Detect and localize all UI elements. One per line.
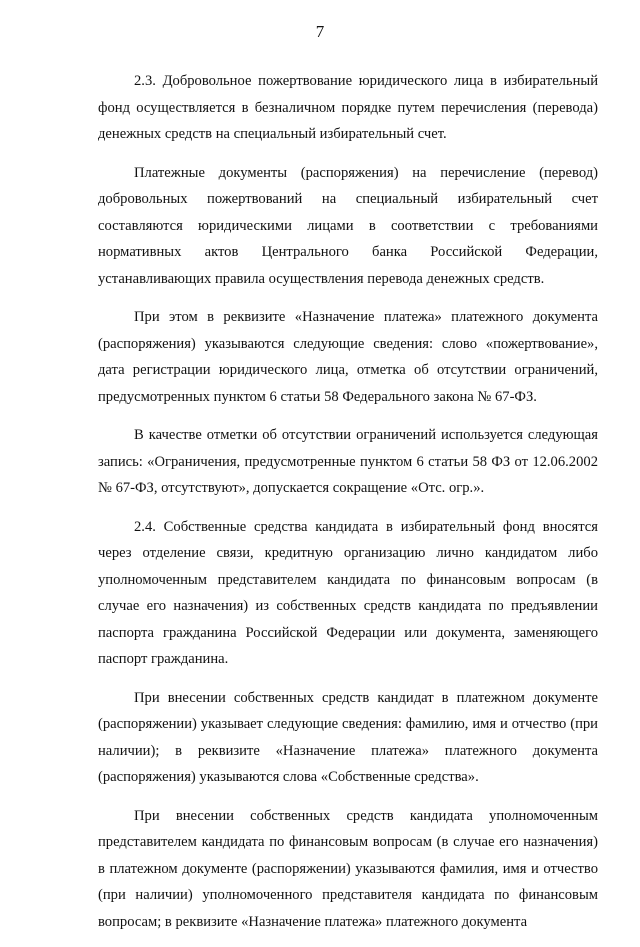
paragraph-payment-purpose: При этом в реквизите «Назначение платежа» платежного документа (распоряжения) указываются следующие сведения: слово «пожертвование», дата регистрации юридического лица, отметка об отсутствии ограничений, предусмотренных пунктом 6 статьи 58 Федерального закона № 67-ФЗ. bbox=[98, 309, 598, 405]
paragraph-representative-deposit: При внесении собственных средств кандидата уполномоченным представителем кандидата по финансовым вопросам (в случае его назначения) в платежном документе (распоряжении) указываются фамилия, имя и отчество (при наличии) уполномоченного представителя кандидата по финансовым вопросам; в реквизите «Назначение платежа» платежного документа bbox=[98, 807, 598, 930]
paragraph-restrictions-note: В качестве отметки об отсутствии ограничений используется следующая запись: «Ограничения, предусмотренные пунктом 6 статьи 58 ФЗ от 12.06.2002 № 67-ФЗ, отсутствуют», допускается сокращение «Отс. огр.». bbox=[98, 427, 598, 496]
paragraph-2-4: 2.4. Собственные средства кандидата в избирательный фонд вносятся через отделение связи, кредитную организацию лично кандидатом либо уполномоченным представителем кандидата по финансовым вопросам (в случае его назначения) из собственных средств кандидата по предъявлении паспорта гражданина Российской Федерации или документа, заменяющего паспорт гражданина. bbox=[98, 518, 598, 667]
paragraph-2-3: 2.3. Добровольное пожертвование юридического лица в избирательный фонд осуществляется в безналичном порядке путем перечисления (перевода) денежных средств на специальный избирательный счет. bbox=[98, 73, 598, 142]
paragraph-payment-documents: Платежные документы (распоряжения) на перечисление (перевод) добровольных пожертвований на специальный избирательный счет составляются юридическими лицами в соответствии с требованиями нормативных актов Центрального банка Российской Федерации, устанавливающих правила осуществления перевода денежных средств. bbox=[98, 164, 598, 287]
page-number: 7 bbox=[315, 22, 325, 41]
document-body bbox=[98, 68, 598, 947]
paragraph-candidate-deposit: При внесении собственных средств кандидат в платежном документе (распоряжении) указывает следующие сведения: фамилию, имя и отчество (при наличии); в реквизите «Назначение платежа» платежного документа (распоряжения) указываются слова «Собственные средства». bbox=[98, 689, 598, 785]
